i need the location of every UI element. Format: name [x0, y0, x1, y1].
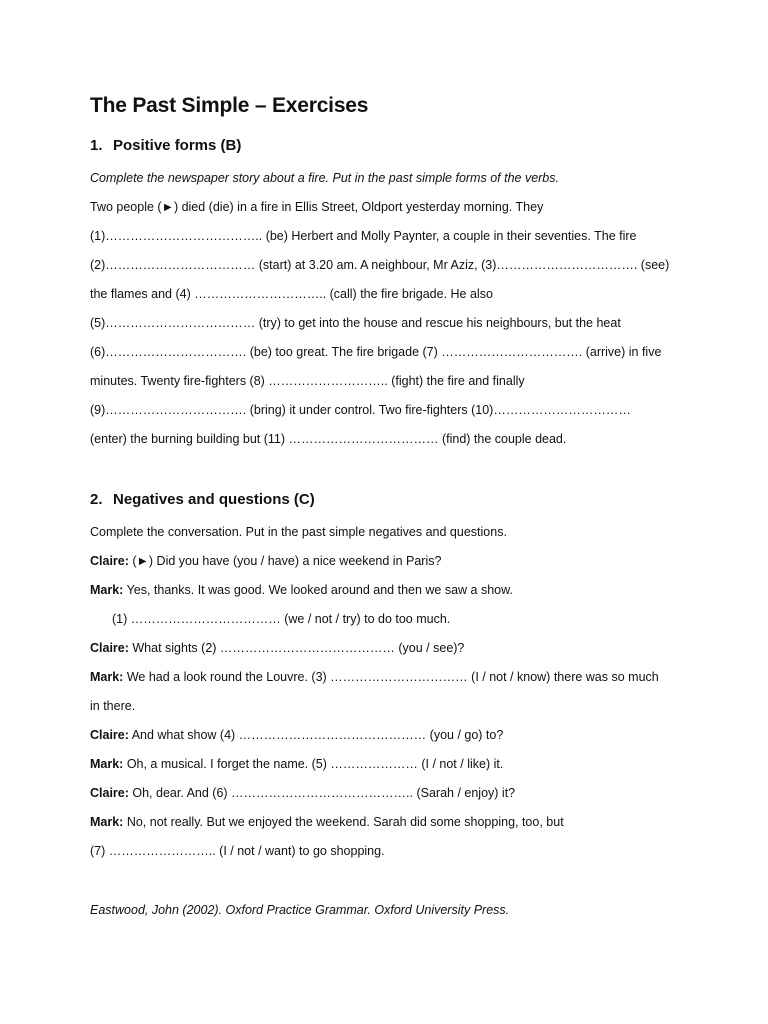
section1-line: (5)……………………………… (try) to get into the house and rescue his neighbours, but the heat — [90, 316, 621, 330]
dialogue-line — [90, 843, 385, 859]
dialogue-text: (7) …………………….. (I / not / want) to go shopping. — [90, 844, 385, 858]
speaker-name: Claire: — [90, 786, 129, 800]
section1-heading — [90, 137, 241, 154]
section2-number: 2. — [90, 491, 103, 508]
section1-line: minutes. Twenty fire-fighters (8) ……………………….. (fight) the fire and finally — [90, 374, 525, 388]
section1-heading-text: Positive forms (B) — [113, 137, 242, 154]
section1-number: 1. — [90, 137, 103, 154]
citation: Eastwood, John (2002). Oxford Practice Grammar. Oxford University Press. — [90, 903, 510, 917]
dialogue-line — [112, 611, 450, 627]
dialogue-text: (►) Did you have (you / have) a nice weekend in Paris? — [128, 554, 442, 568]
section1-line: (6)……………………………. (be) too great. The fire brigade (7) ……………………………. (arrive) in five — [90, 345, 662, 359]
section1-line: (enter) the burning building but (11) ……………………………… (find) the couple dead. — [90, 432, 567, 446]
dialogue-line — [90, 553, 441, 569]
section2-heading — [90, 491, 315, 508]
dialogue-text: And what show (4) ……………………………………… (you / go) to? — [128, 728, 504, 742]
section2-instruction: Complete the conversation. Put in the past simple negatives and questions. — [90, 525, 507, 539]
dialogue-text: (1) ……………………………… (we / not / try) to do too much. — [112, 612, 451, 626]
section1-line: Two people (►) died (die) in a fire in Ellis Street, Oldport yesterday morning. They — [90, 200, 544, 214]
section1-line: (2)……………………………… (start) at 3.20 am. A neighbour, Mr Aziz, (3)……………………………. (see) — [90, 258, 670, 272]
dialogue-line — [90, 727, 503, 743]
dialogue-text: Oh, a musical. I forget the name. (5) ………………… (I / not / like) it. — [123, 757, 504, 771]
section2-heading-text: Negatives and questions (C) — [113, 491, 315, 508]
dialogue-line — [90, 582, 513, 598]
dialogue-line — [90, 756, 503, 772]
section1-instruction: Complete the newspaper story about a fire. Put in the past simple forms of the verbs. — [90, 171, 559, 185]
dialogue-text: No, not really. But we enjoyed the weekend. Sarah did some shopping, too, but — [123, 815, 564, 829]
speaker-name: Mark: — [90, 670, 124, 684]
dialogue-line — [90, 640, 464, 656]
dialogue-text: What sights (2) …………………………………… (you / see)? — [128, 641, 465, 655]
dialogue-line — [90, 698, 135, 714]
speaker-name: Claire: — [90, 728, 129, 742]
speaker-name: Mark: — [90, 583, 124, 597]
speaker-name: Claire: — [90, 641, 129, 655]
section1-line: the flames and (4) ………………………….. (call) the fire brigade. He also — [90, 287, 493, 301]
dialogue-text: Yes, thanks. It was good. We looked around and then we saw a show. — [123, 583, 513, 597]
section1-line: (9)……………………………. (bring) it under control. Two fire-fighters (10)…………………………… — [90, 403, 631, 417]
dialogue-text: in there. — [90, 699, 136, 713]
dialogue-line — [90, 669, 659, 685]
speaker-name: Mark: — [90, 815, 124, 829]
dialogue-text: Oh, dear. And (6) …………………………………….. (Sarah / enjoy) it? — [128, 786, 516, 800]
page-title: The Past Simple – Exercises — [90, 94, 369, 117]
dialogue-text: We had a look round the Louvre. (3) …………………………… (I / not / know) there was so much — [123, 670, 659, 684]
speaker-name: Mark: — [90, 757, 124, 771]
speaker-name: Claire: — [90, 554, 129, 568]
section1-line: (1)……………………………….. (be) Herbert and Molly Paynter, a couple in their seventies. The fire — [90, 229, 637, 243]
dialogue-line — [90, 785, 515, 801]
dialogue-line — [90, 814, 564, 830]
